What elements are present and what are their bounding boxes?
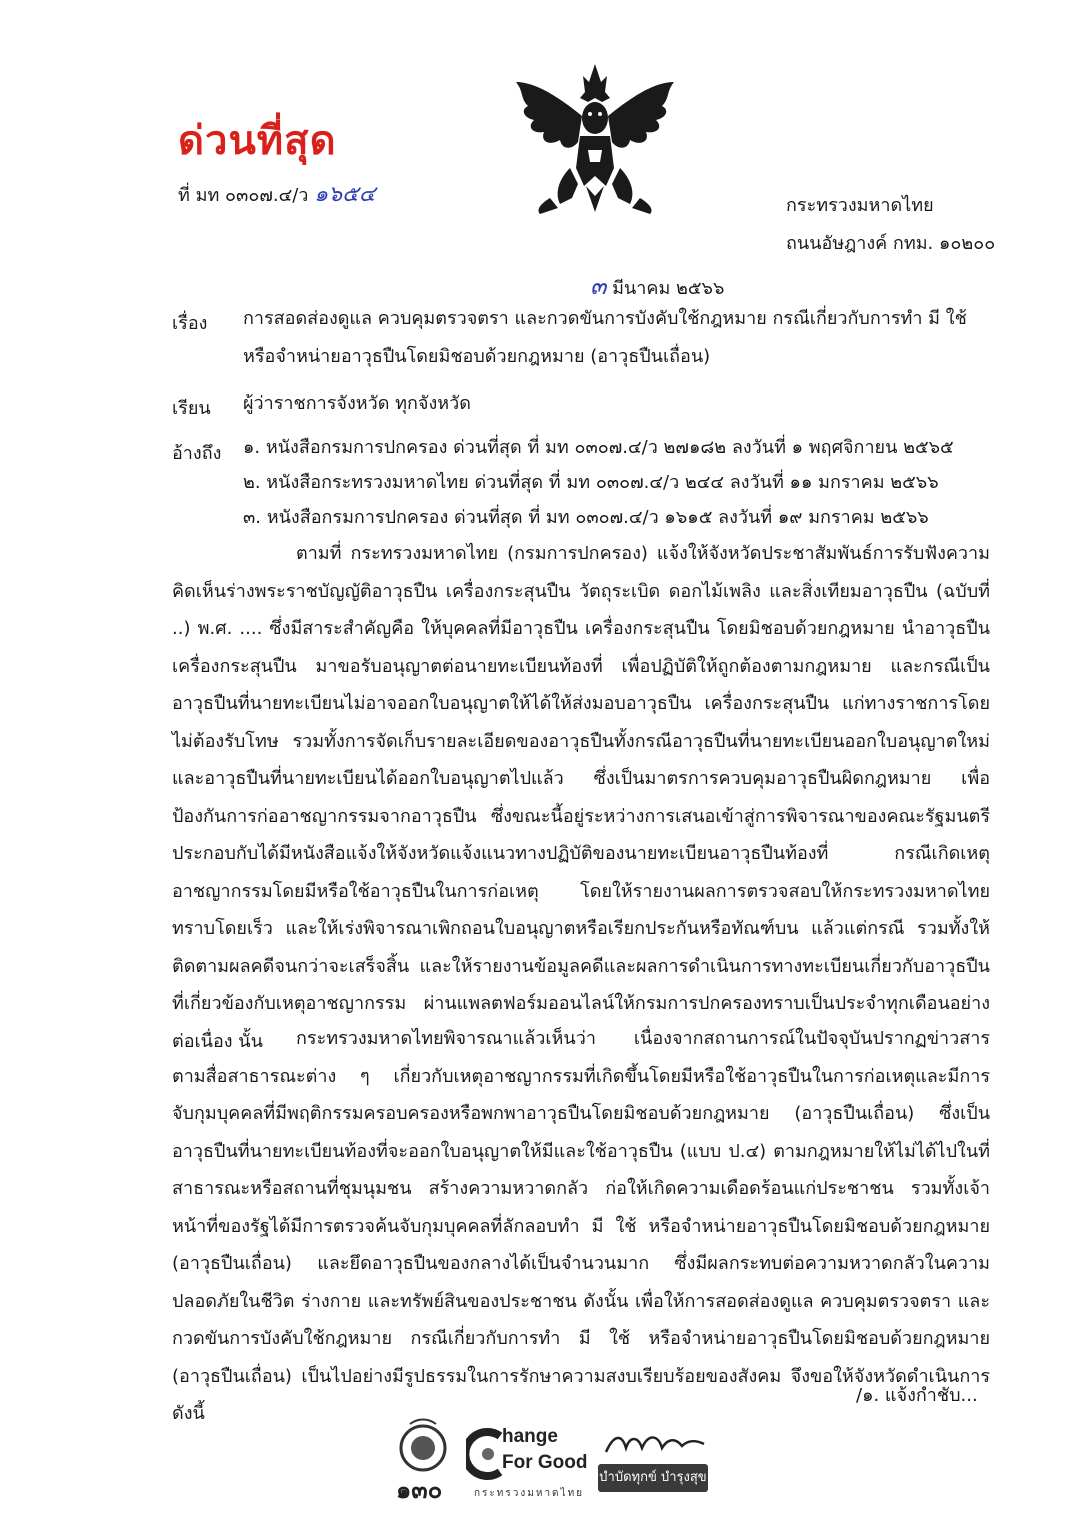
- date-month-year: มีนาคม ๒๕๖๖: [612, 278, 725, 299]
- references-label: อ้างถึง: [172, 443, 222, 464]
- subject-label: เรื่อง: [172, 313, 208, 334]
- addressee-label: เรียน: [172, 398, 211, 419]
- anniversary-130-logo: [392, 1418, 454, 1508]
- signature-script-icon: [600, 1426, 710, 1462]
- addressee-text: ผู้ว่าราชการจังหวัด ทุกจังหวัด: [243, 393, 471, 414]
- reference-number: [178, 176, 375, 211]
- body-paragraph-1: ตามที่ กระทรวงมหาดไทย (กรมการปกครอง) แจ้งให้จังหวัดประชาสัมพันธ์การรับฟังความคิดเห็นร่างพระราชบัญญัติอาวุธปืน เครื่องกระสุนปืน วัตถุระเบิด ดอกไม้เพลิง และสิ่งเทียมอาวุธปืน (ฉบับที่ ..) พ.ศ. .... ซึ่งมีสาระสำคัญคือ ให้บุคคลที่มีอาวุธปืน เครื่องกระสุนปืน โดยมิชอบด้วยกฎหมาย นำอาวุธปืน เครื่องกระสุนปืน มาขอรับอนุญาตต่อนายทะเบียนท้องที่ เพื่อปฏิบัติให้ถูกต้องตามกฎหมาย และกรณีเป็นอาวุธปืนที่นายทะเบียนไม่อาจออกใบอนุญาตให้ได้ให้ส่งมอบอาวุธปืน เครื่องกระสุนปืน แก่ทางราชการโดยไม่ต้องรับโทษ รวมทั้งการจัดเก็บรายละเอียดของอาวุธปืนทั้งกรณีอาวุธปืนที่นายทะเบียนออกใบอนุญาตใหม่และอาวุธปืนที่นายทะเบียนได้ออกใบอนุญาตไปแล้ว ซึ่งเป็นมาตรการควบคุมอาวุธปืนผิดกฎหมาย เพื่อป้องกันการก่ออาชญากรรมจากอาวุธปืน ซึ่งขณะนี้อยู่ระหว่างการเสนอเข้าสู่การพิจารณาของคณะรัฐมนตรี ประกอบกับได้มีหนังสือแจ้งให้จังหวัดแจ้งแนวทางปฏิบัติของนายทะเบียนอาวุธปืนท้องที่ กรณีเกิดเหตุอาชญากรรมโดยมีหรือใช้อาวุธปืนในการก่อเหตุ โดยให้รายงานผลการตรวจสอบให้กระทรวงมหาดไทยทราบโดยเร็ว และให้เร่งพิจารณาเพิกถอนใบอนุญาตหรือเรียกประกันหรือทัณฑ์บน แล้วแต่กรณี รวมทั้งให้ติดตามผลคดีจนกว่าจะเสร็จสิ้น และให้รายงานข้อมูลคดีและผลการดำเนินการทางทะเบียนเกี่ยวกับอาวุธปืนที่เกี่ยวข้องกับเหตุอาชญากรรม ผ่านแพลตฟอร์มออนไลน์ให้กรมการปกครองทราบเป็นประจำทุกเดือนอย่างต่อเนื่อง นั้น: [172, 543, 990, 1052]
- garuda-emblem-icon: [510, 58, 680, 218]
- slogan-banner: บำบัดทุกข์ บำรุงสุข: [598, 1464, 708, 1492]
- reference-item: ๒. หนังสือกระทรวงมหาดไทย ด่วนที่สุด ที่ มท ๐๓๐๗.๔/ว ๒๔๔ ลงวันที่ ๑๑ มกราคม ๒๕๖๖: [243, 472, 939, 493]
- subject-text: การสอดส่องดูแล ควบคุมตรวจตรา และกวดขันการบังคับใช้กฎหมาย กรณีเกี่ยวกับการทำ มี ใช้ หรือจำหน่ายอาวุธปืนโดยมิชอบด้วยกฎหมาย (อาวุธปืนเถื่อน): [243, 308, 967, 367]
- for-good-text: For Good: [502, 1452, 588, 1473]
- reference-prefix: ที่ มท ๐๓๐๗.๔/ว: [178, 185, 309, 206]
- change-c-icon: [466, 1424, 506, 1484]
- reference-item: ๓. หนังสือกรมการปกครอง ด่วนที่สุด ที่ มท ๐๓๐๗.๔/ว ๑๖๑๕ ลงวันที่ ๑๙ มกราคม ๒๕๖๖: [243, 507, 929, 528]
- reference-item: ๑. หนังสือกรมการปกครอง ด่วนที่สุด ที่ มท ๐๓๐๗.๔/ว ๒๗๑๘๒ ลงวันที่ ๑ พฤศจิกายน ๒๕๖๕: [243, 437, 954, 458]
- references-list: [243, 430, 954, 535]
- ministry-address: ถนนอัษฎางค์ กทม. ๑๐๒๐๐: [786, 233, 996, 254]
- urgency-stamp: ด่วนที่สุด: [178, 118, 337, 164]
- handwritten-date-day: ๓: [590, 272, 607, 300]
- handwritten-reference-number: ๑๖๕๔: [314, 182, 376, 207]
- continuation-marker: /๑. แจ้งกำชับ...: [856, 1385, 978, 1406]
- slogan-logo: [596, 1424, 712, 1504]
- change-ministry-text: กระทรวงมหาดไทย: [474, 1488, 585, 1499]
- ministry-name: กระทรวงมหาดไทย: [786, 195, 934, 216]
- change-for-good-logo: [466, 1422, 592, 1506]
- body-paragraph-2: กระทรวงมหาดไทยพิจารณาแล้วเห็นว่า เนื่องจากสถานการณ์ในปัจจุบันปรากฏข่าวสารตามสื่อสาธารณะต่าง ๆ เกี่ยวกับเหตุอาชญากรรมที่เกิดขึ้นโดยมีหรือใช้อาวุธปืนในการก่อเหตุและมีการจับกุมบุคคลที่มีพฤติกรรมครอบครองหรือพกพาอาวุธปืนโดยมิชอบด้วยกฎหมาย (อาวุธปืนเถื่อน) ซึ่งเป็นอาวุธปืนที่นายทะเบียนท้องที่จะออกใบอนุญาตให้มีและใช้อาวุธปืน (แบบ ป.๔) ตามกฎหมายให้ไม่ได้ไปในที่สาธารณะหรือสถานที่ชุมนุมชน สร้างความหวาดกลัว ก่อให้เกิดความเดือดร้อนแก่ประชาชน รวมทั้งเจ้าหน้าที่ของรัฐได้มีการตรวจค้นจับกุมบุคคลที่ลักลอบทำ มี ใช้ หรือจำหน่ายอาวุธปืนโดยมิชอบด้วยกฎหมาย (อาวุธปืนเถื่อน) และยึดอาวุธปืนของกลางได้เป็นจำนวนมาก ซึ่งมีผลกระทบต่อความหวาดกลัวในความปลอดภัยในชีวิต ร่างกาย และทรัพย์สินของประชาชน ดังนั้น เพื่อให้การสอดส่องดูแล ควบคุมตรวจตรา และกวดขันการบังคับใช้กฎหมาย กรณีเกี่ยวกับการทำ มี ใช้ หรือจำหน่ายอาวุธปืนโดยมิชอบด้วยกฎหมาย (อาวุธปืนเถื่อน) เป็นไปอย่างมีรูปธรรมในการรักษาความสงบเรียบร้อยของสังคม จึงขอให้จังหวัดดำเนินการ ดังนี้: [172, 1028, 990, 1424]
- anniversary-number: ๑๓๐: [396, 1476, 443, 1504]
- change-text: hange: [502, 1426, 558, 1447]
